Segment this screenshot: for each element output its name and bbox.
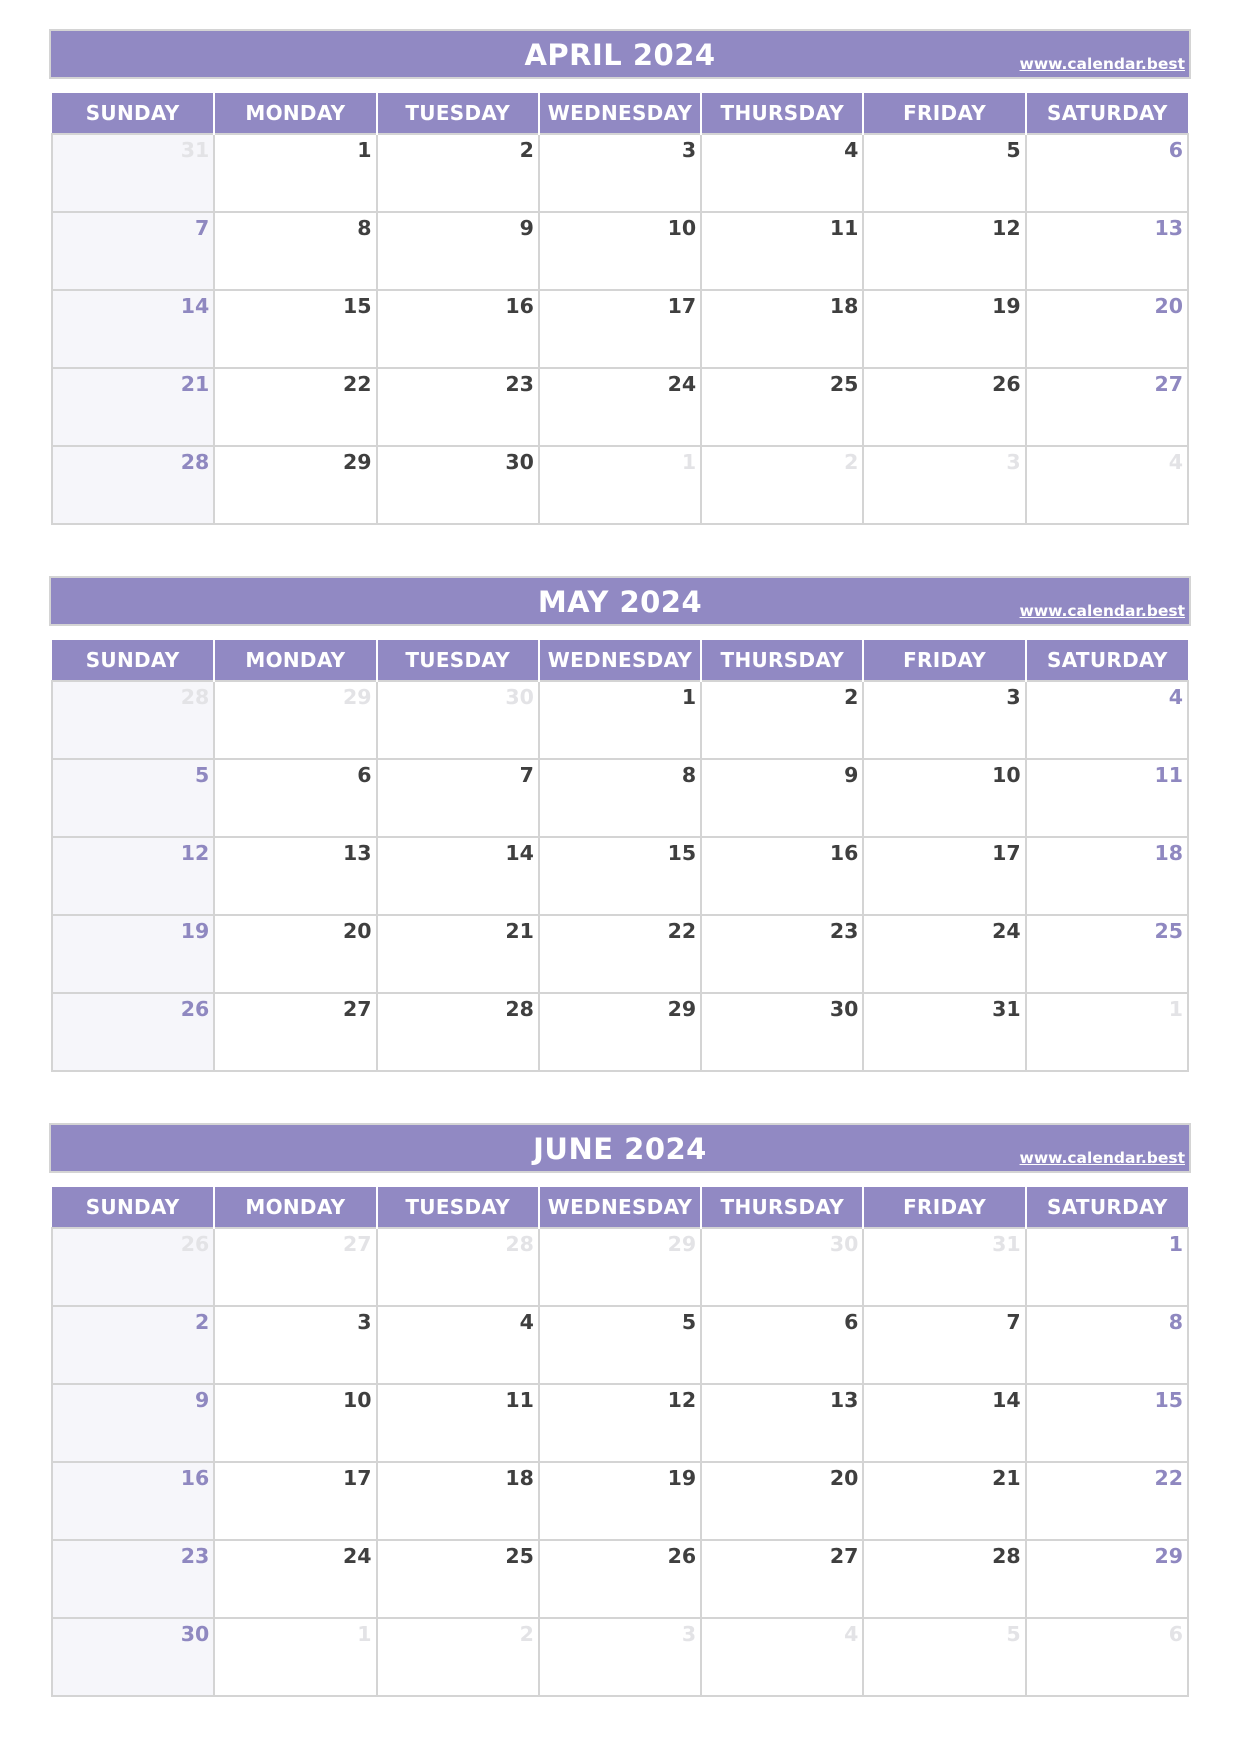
day-cell-monday: 3 xyxy=(214,1306,376,1384)
day-cell-friday: 3 xyxy=(863,446,1025,524)
week-row xyxy=(52,993,1188,1071)
day-cell-thursday: 2 xyxy=(701,681,863,759)
weekday-wednesday: WEDNESDAY xyxy=(539,640,701,681)
day-cell-tuesday: 11 xyxy=(377,1384,539,1462)
month-title: JUNE 2024 xyxy=(533,1132,707,1166)
day-cell-monday: 29 xyxy=(214,681,376,759)
weekday-thursday: THURSDAY xyxy=(701,640,863,681)
week-row xyxy=(52,212,1188,290)
site-link[interactable]: www.calendar.best xyxy=(1019,602,1185,620)
weekday-friday: FRIDAY xyxy=(863,93,1025,134)
weekday-friday: FRIDAY xyxy=(863,1187,1025,1228)
week-row xyxy=(52,446,1188,524)
month-may xyxy=(51,578,1189,1021)
day-cell-sunday: 26 xyxy=(52,1228,214,1306)
week-row xyxy=(52,681,1188,759)
day-cell-sunday: 14 xyxy=(52,290,214,368)
day-cell-thursday: 25 xyxy=(701,368,863,446)
day-cell-wednesday: 3 xyxy=(539,1618,701,1696)
day-cell-monday: 10 xyxy=(214,1384,376,1462)
day-cell-sunday: 28 xyxy=(52,681,214,759)
day-cell-wednesday: 19 xyxy=(539,1462,701,1540)
day-cell-thursday: 4 xyxy=(701,134,863,212)
day-cell-wednesday: 8 xyxy=(539,759,701,837)
day-cell-friday: 19 xyxy=(863,290,1025,368)
weekday-saturday: SATURDAY xyxy=(1026,1187,1188,1228)
day-cell-sunday: 21 xyxy=(52,368,214,446)
day-cell-wednesday: 29 xyxy=(539,993,701,1071)
day-cell-tuesday: 25 xyxy=(377,1540,539,1618)
day-cell-thursday: 30 xyxy=(701,993,863,1071)
day-cell-wednesday: 10 xyxy=(539,212,701,290)
day-cell-thursday: 9 xyxy=(701,759,863,837)
day-cell-monday: 1 xyxy=(214,1618,376,1696)
month-title: APRIL 2024 xyxy=(524,38,716,72)
day-cell-wednesday: 12 xyxy=(539,1384,701,1462)
week-row xyxy=(52,759,1188,837)
day-cell-saturday: 25 xyxy=(1026,915,1188,993)
day-cell-sunday: 9 xyxy=(52,1384,214,1462)
week-row xyxy=(52,290,1188,368)
day-cell-monday: 17 xyxy=(214,1462,376,1540)
day-cell-saturday: 6 xyxy=(1026,134,1188,212)
weekday-monday: MONDAY xyxy=(214,1187,376,1228)
day-cell-friday: 31 xyxy=(863,993,1025,1071)
calendar-grid xyxy=(51,93,1189,525)
day-cell-tuesday: 7 xyxy=(377,759,539,837)
day-cell-saturday: 6 xyxy=(1026,1618,1188,1696)
weekday-saturday: SATURDAY xyxy=(1026,93,1188,134)
weekday-wednesday: WEDNESDAY xyxy=(539,93,701,134)
day-cell-wednesday: 15 xyxy=(539,837,701,915)
day-cell-saturday: 4 xyxy=(1026,446,1188,524)
day-cell-sunday: 5 xyxy=(52,759,214,837)
weekday-wednesday: WEDNESDAY xyxy=(539,1187,701,1228)
weekday-header-row xyxy=(52,93,1188,134)
day-cell-wednesday: 17 xyxy=(539,290,701,368)
weeks-body xyxy=(52,134,1188,524)
week-row xyxy=(52,1384,1188,1462)
day-cell-thursday: 27 xyxy=(701,1540,863,1618)
week-row xyxy=(52,837,1188,915)
day-cell-saturday: 22 xyxy=(1026,1462,1188,1540)
weekday-saturday: SATURDAY xyxy=(1026,640,1188,681)
day-cell-thursday: 20 xyxy=(701,1462,863,1540)
day-cell-saturday: 29 xyxy=(1026,1540,1188,1618)
day-cell-thursday: 23 xyxy=(701,915,863,993)
day-cell-friday: 14 xyxy=(863,1384,1025,1462)
day-cell-saturday: 13 xyxy=(1026,212,1188,290)
weekday-header-row xyxy=(52,1187,1188,1228)
calendar-grid xyxy=(51,1187,1189,1697)
day-cell-sunday: 23 xyxy=(52,1540,214,1618)
day-cell-tuesday: 2 xyxy=(377,134,539,212)
day-cell-friday: 26 xyxy=(863,368,1025,446)
day-cell-monday: 8 xyxy=(214,212,376,290)
day-cell-thursday: 2 xyxy=(701,446,863,524)
day-cell-wednesday: 5 xyxy=(539,1306,701,1384)
day-cell-friday: 10 xyxy=(863,759,1025,837)
weekday-sunday: SUNDAY xyxy=(52,1187,214,1228)
day-cell-tuesday: 14 xyxy=(377,837,539,915)
day-cell-sunday: 26 xyxy=(52,993,214,1071)
day-cell-friday: 24 xyxy=(863,915,1025,993)
day-cell-saturday: 4 xyxy=(1026,681,1188,759)
month-title: MAY 2024 xyxy=(537,585,703,619)
day-cell-tuesday: 28 xyxy=(377,1228,539,1306)
day-cell-friday: 12 xyxy=(863,212,1025,290)
day-cell-saturday: 11 xyxy=(1026,759,1188,837)
day-cell-friday: 31 xyxy=(863,1228,1025,1306)
week-row xyxy=(52,915,1188,993)
day-cell-thursday: 6 xyxy=(701,1306,863,1384)
day-cell-friday: 5 xyxy=(863,1618,1025,1696)
weekday-thursday: THURSDAY xyxy=(701,1187,863,1228)
weekday-tuesday: TUESDAY xyxy=(377,640,539,681)
weekday-friday: FRIDAY xyxy=(863,640,1025,681)
weekday-thursday: THURSDAY xyxy=(701,93,863,134)
month-title-bar xyxy=(51,31,1189,77)
day-cell-tuesday: 23 xyxy=(377,368,539,446)
day-cell-saturday: 20 xyxy=(1026,290,1188,368)
week-row xyxy=(52,1618,1188,1696)
day-cell-wednesday: 24 xyxy=(539,368,701,446)
week-row xyxy=(52,1462,1188,1540)
month-title-bar xyxy=(51,1125,1189,1171)
day-cell-monday: 22 xyxy=(214,368,376,446)
day-cell-monday: 6 xyxy=(214,759,376,837)
day-cell-friday: 7 xyxy=(863,1306,1025,1384)
day-cell-wednesday: 1 xyxy=(539,681,701,759)
day-cell-sunday: 12 xyxy=(52,837,214,915)
day-cell-monday: 1 xyxy=(214,134,376,212)
day-cell-saturday: 27 xyxy=(1026,368,1188,446)
day-cell-sunday: 2 xyxy=(52,1306,214,1384)
weekday-sunday: SUNDAY xyxy=(52,93,214,134)
day-cell-tuesday: 2 xyxy=(377,1618,539,1696)
day-cell-saturday: 8 xyxy=(1026,1306,1188,1384)
day-cell-thursday: 30 xyxy=(701,1228,863,1306)
day-cell-sunday: 30 xyxy=(52,1618,214,1696)
day-cell-thursday: 11 xyxy=(701,212,863,290)
day-cell-wednesday: 22 xyxy=(539,915,701,993)
weekday-tuesday: TUESDAY xyxy=(377,93,539,134)
weeks-body xyxy=(52,1228,1188,1696)
day-cell-monday: 27 xyxy=(214,993,376,1071)
day-cell-wednesday: 1 xyxy=(539,446,701,524)
day-cell-monday: 27 xyxy=(214,1228,376,1306)
weekday-sunday: SUNDAY xyxy=(52,640,214,681)
week-row xyxy=(52,1306,1188,1384)
day-cell-tuesday: 18 xyxy=(377,1462,539,1540)
day-cell-sunday: 16 xyxy=(52,1462,214,1540)
site-link[interactable]: www.calendar.best xyxy=(1019,55,1185,73)
calendar-grid xyxy=(51,640,1189,1072)
day-cell-thursday: 18 xyxy=(701,290,863,368)
month-june xyxy=(51,1125,1189,1646)
day-cell-friday: 17 xyxy=(863,837,1025,915)
day-cell-tuesday: 30 xyxy=(377,446,539,524)
weekday-monday: MONDAY xyxy=(214,640,376,681)
day-cell-tuesday: 30 xyxy=(377,681,539,759)
week-row xyxy=(52,1540,1188,1618)
day-cell-friday: 3 xyxy=(863,681,1025,759)
site-link[interactable]: www.calendar.best xyxy=(1019,1149,1185,1167)
month-title-bar xyxy=(51,578,1189,624)
day-cell-wednesday: 26 xyxy=(539,1540,701,1618)
day-cell-tuesday: 4 xyxy=(377,1306,539,1384)
day-cell-friday: 21 xyxy=(863,1462,1025,1540)
day-cell-tuesday: 21 xyxy=(377,915,539,993)
month-april xyxy=(51,31,1189,474)
weekday-tuesday: TUESDAY xyxy=(377,1187,539,1228)
weekday-monday: MONDAY xyxy=(214,93,376,134)
day-cell-friday: 5 xyxy=(863,134,1025,212)
day-cell-monday: 29 xyxy=(214,446,376,524)
day-cell-thursday: 4 xyxy=(701,1618,863,1696)
day-cell-thursday: 16 xyxy=(701,837,863,915)
day-cell-sunday: 7 xyxy=(52,212,214,290)
day-cell-tuesday: 16 xyxy=(377,290,539,368)
week-row xyxy=(52,368,1188,446)
day-cell-saturday: 1 xyxy=(1026,993,1188,1071)
day-cell-tuesday: 28 xyxy=(377,993,539,1071)
day-cell-sunday: 19 xyxy=(52,915,214,993)
day-cell-monday: 20 xyxy=(214,915,376,993)
weeks-body xyxy=(52,681,1188,1071)
day-cell-wednesday: 29 xyxy=(539,1228,701,1306)
day-cell-friday: 28 xyxy=(863,1540,1025,1618)
day-cell-monday: 13 xyxy=(214,837,376,915)
day-cell-sunday: 28 xyxy=(52,446,214,524)
day-cell-monday: 15 xyxy=(214,290,376,368)
day-cell-tuesday: 9 xyxy=(377,212,539,290)
day-cell-saturday: 18 xyxy=(1026,837,1188,915)
day-cell-saturday: 15 xyxy=(1026,1384,1188,1462)
day-cell-saturday: 1 xyxy=(1026,1228,1188,1306)
day-cell-thursday: 13 xyxy=(701,1384,863,1462)
day-cell-sunday: 31 xyxy=(52,134,214,212)
week-row xyxy=(52,134,1188,212)
week-row xyxy=(52,1228,1188,1306)
weekday-header-row xyxy=(52,640,1188,681)
day-cell-wednesday: 3 xyxy=(539,134,701,212)
day-cell-monday: 24 xyxy=(214,1540,376,1618)
